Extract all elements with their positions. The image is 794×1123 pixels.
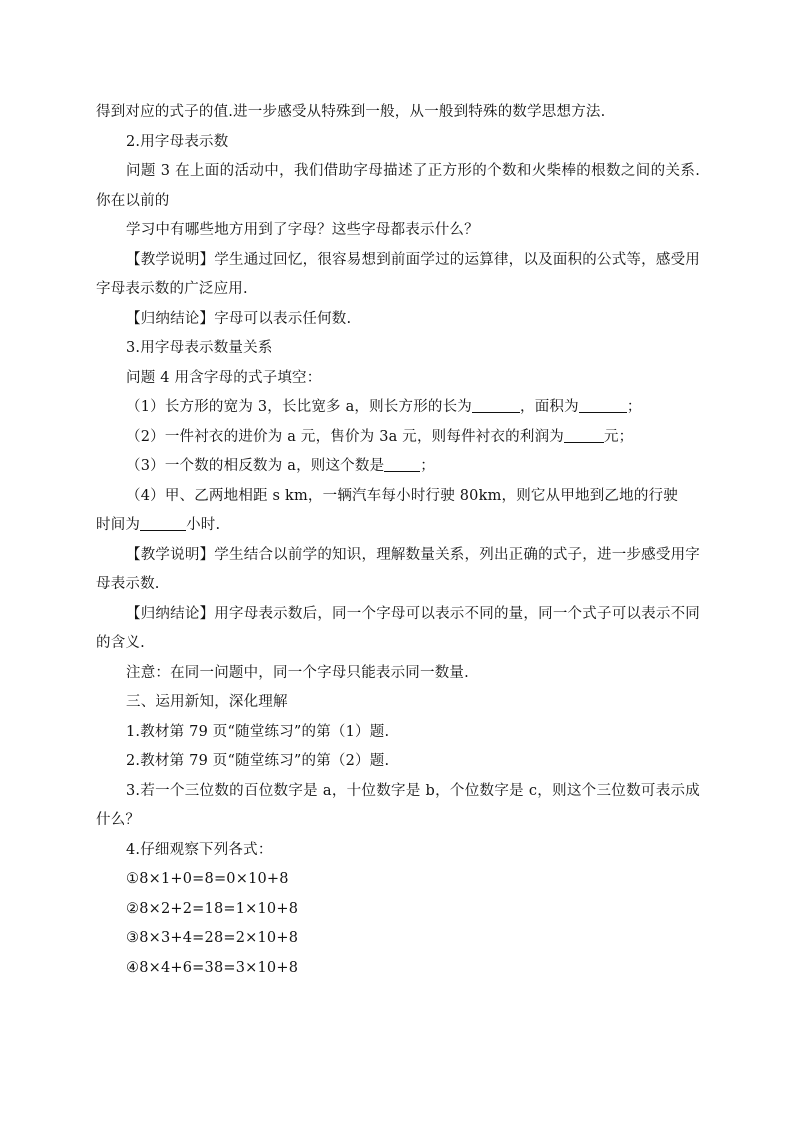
teaching-note-1: 【教学说明】学生通过回忆，很容易想到前面学过的运算律，以及面积的公式等，感受用字母表示数的广泛应用. (96, 251, 700, 297)
item-3-text-a: （3）一个数的相反数为 a，则这个数是 (126, 458, 385, 474)
question-4-item-2 (96, 423, 700, 453)
item-2-text-a: （2）一件衬衣的进价为 a 元，售价为 3a 元，则每件衬衣的利润为 (126, 428, 564, 445)
item-1-text-a: （1）长方形的宽为 3，长比宽多 a，则长方形的长为 (126, 399, 473, 415)
question-3: 问题 3 在上面的活动中，我们借助字母描述了正方形的个数和火柴棒的根数之间的关系.你在以前的 (96, 163, 700, 209)
exercise-3: 3.若一个三位数的百位数字是 a，十位数字是 b，个位数字是 c，则这个三位数可表示成什么？ (96, 782, 700, 828)
conclusion-2: 【归纳结论】用字母表示数后，同一个字母可以表示不同的量，同一个式子可以表示不同的含义. (96, 605, 700, 651)
equation-4: ④8×4+6=38=3×10+8 (126, 959, 299, 976)
exercise-1: 1.教材第 79 页“随堂练习”的第（1）题. (126, 723, 390, 740)
question-4-item-4-continued (96, 511, 700, 541)
answer-blank-profit (564, 427, 604, 443)
item-4-text-b: 时间为 (96, 517, 141, 533)
teaching-note-2: 【教学说明】学生结合以前学的知识，理解数量关系，列出正确的式子，进一步感受用字母表示数. (96, 546, 700, 592)
conclusion-1: 【归纳结论】字母可以表示任何数. (126, 310, 352, 327)
equation-1: ①8×1+0=8=0×10+8 (126, 871, 289, 887)
paragraph-intro-end: 得到对应的式子的值.进一步感受从特殊到一般，从一般到特殊的数学思想方法. (96, 104, 606, 120)
answer-blank-area (579, 397, 627, 413)
attention-note: 注意：在同一问题中，同一个字母只能表示同一数量. (126, 664, 469, 681)
section-heading-letters-represent-numbers: 2.用字母表示数 (126, 133, 229, 150)
question-4-item-1 (96, 393, 700, 423)
equation-2: ②8×2+2=18=1×10+8 (126, 900, 299, 917)
question-4-item-3 (96, 452, 700, 482)
section-heading-apply-knowledge: 三、运用新知，深化理解 (126, 694, 288, 710)
document-body (96, 98, 700, 983)
section-heading-quantity-relations: 3.用字母表示数量关系 (126, 340, 273, 356)
equation-3: ③8×3+4=28=2×10+8 (126, 930, 299, 946)
exercise-2: 2.教材第 79 页“随堂练习”的第（2）题. (126, 753, 390, 769)
question-3-continued: 学习中有哪些地方用到了字母？这些字母都表示什么？ (126, 222, 479, 238)
item-4-text-c: 小时. (186, 517, 221, 533)
question-4: 问题 4 用含字母的式子填空： (126, 369, 322, 386)
item-1-text-b: ，面积为 (520, 399, 579, 415)
answer-blank-number (384, 456, 420, 472)
item-3-text-b: ； (420, 458, 435, 474)
item-2-text-b: 元； (603, 428, 634, 445)
exercise-4: 4.仔细观察下列各式： (126, 841, 273, 858)
item-1-text-c: ； (626, 399, 642, 415)
question-4-item-4: （4）甲、乙两地相距 s km，一辆汽车每小时行驶 80km，则它从甲地到乙地的行驶 (126, 487, 678, 504)
answer-blank-length (472, 397, 520, 413)
answer-blank-time (140, 515, 186, 531)
